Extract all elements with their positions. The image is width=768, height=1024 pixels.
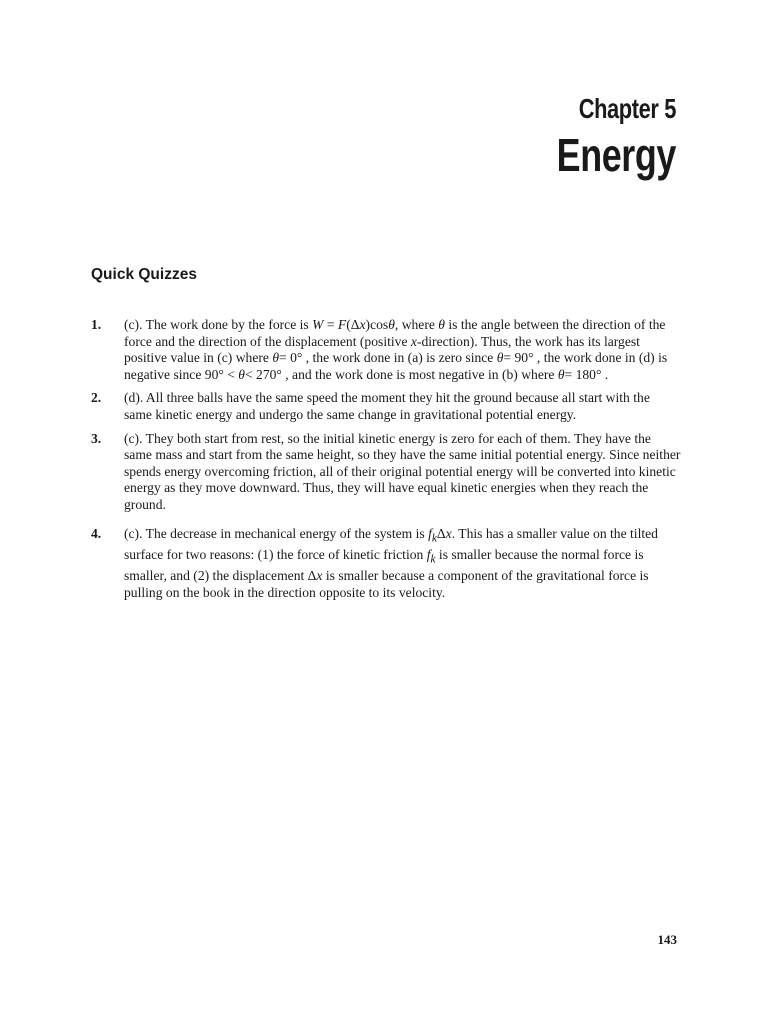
quiz-number: 3.	[91, 430, 102, 446]
chapter-title: Energy	[556, 129, 676, 181]
quiz-number: 1.	[91, 317, 102, 332]
quiz-item-2	[91, 390, 681, 423]
quiz-number: 4.	[91, 525, 102, 541]
page-number: 143	[657, 932, 677, 947]
quiz-item-1	[91, 317, 681, 383]
chapter-header	[523, 92, 676, 182]
quiz-answer-text: (c). The decrease in mechanical energy of the system is $f_k\Delta x$. This has a smaller value on the tilted surface for two reasons: (1) the force of kinetic friction $f_k$ is smaller because the normal force is smaller, and (2) the displacement Δx is smaller because a component of the gravitational force is pulling on the book in the direction opposite to its velocity.	[124, 525, 658, 600]
quiz-list	[91, 317, 681, 608]
quiz-answer-text: (c). The work done by the force is W = F(Δx)cosθ, where θ is the angle between the direction of the force and the direction of the displacement (positive x-direction). Thus, the work has its largest positive value in (c) where θ= 0° , the work done in (a) is zero since θ= 90° , the work done in (d) is negative since 90° < θ< 270° , and the work done is most negative in (b) where θ= 180° .	[124, 317, 668, 382]
quiz-item-3	[91, 431, 681, 514]
quiz-item-4	[91, 526, 681, 602]
chapter-label: Chapter 5	[578, 93, 676, 124]
quiz-answer-text: (d). All three balls have the same speed the moment they hit the ground because all start with the same kinetic energy and undergo the same change in gravitational potential energy.	[124, 390, 650, 422]
quiz-answer-text: (c). They both start from rest, so the initial kinetic energy is zero for each of them. They have the same mass and start from the same height, so they have the same initial potential energy. Since neither spends energy overcoming friction, all of their original potential energy will be converted into kinetic energy as they move downward. Thus, they will have equal kinetic energies when they reach the ground.	[124, 430, 681, 512]
quiz-number: 2.	[91, 390, 102, 406]
section-heading: Quick Quizzes	[91, 266, 197, 283]
